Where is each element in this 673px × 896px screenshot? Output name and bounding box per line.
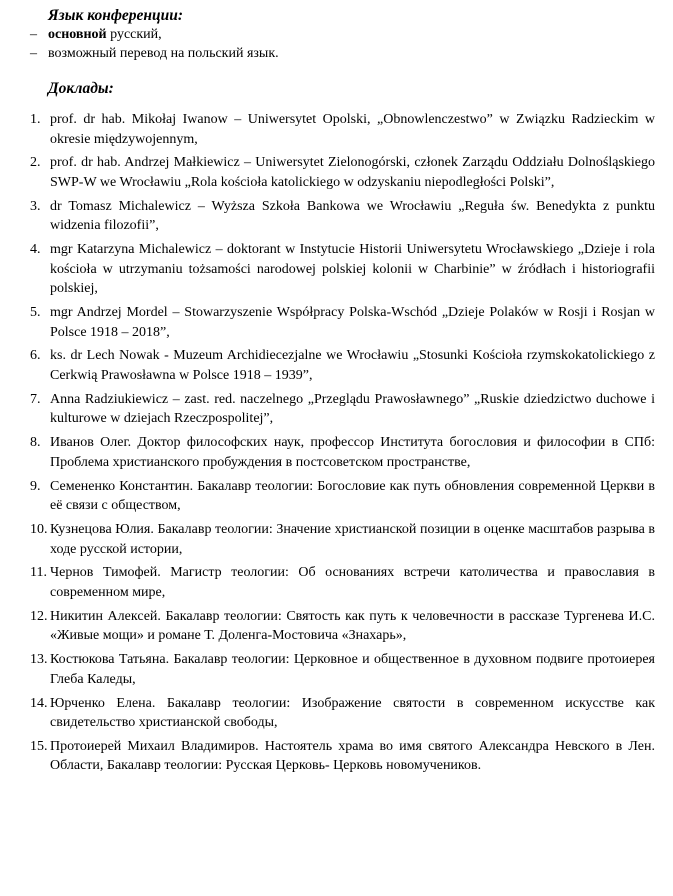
report-text: Юрченко Елена. Бакалавр теологии: Изображение святости в современном искусстве как свидетельство христианской свободы, <box>50 695 655 731</box>
report-item <box>30 303 655 342</box>
report-text: dr Tomasz Michalewicz – Wyższa Szkoła Bankowa we Wrocławiu „Reguła św. Benedykta z punktu widzenia filozofii”, <box>50 198 655 234</box>
report-item <box>30 694 655 733</box>
report-number: 1. <box>30 112 41 127</box>
language-primary-label: основной <box>48 27 107 42</box>
report-text: Иванов Олег. Доктор философских наук, профессор Института богословия и философии в СПб: Проблема христианского пробуждения в постсоветском пространстве, <box>50 435 655 470</box>
report-text: prof. dr hab. Andrzej Małkiewicz – Uniwersytet Zielonogórski, członek Zarządu Oddziału Dolnośląskiego SWP-W we Wrocławiu „Rola kościoła katolickiego w odzyskaniu niepodległości Polski”, <box>50 155 655 190</box>
report-text: Кузнецова Юлия. Бакалавр теологии: Значение христианской позиции в оценке масштабов разрыва в ходе русской истории, <box>50 522 655 557</box>
report-item <box>30 433 655 472</box>
report-item <box>30 110 655 149</box>
report-text: prof. dr hab. Mikołaj Iwanow – Uniwersytet Opolski, „Obnowlenczestwo” w Związku Radzieckim w okresie międzywojennym, <box>50 112 655 147</box>
language-primary-value: русский, <box>106 27 162 42</box>
report-number: 10. <box>30 522 48 538</box>
language-section-title: Язык конференции: <box>48 7 184 24</box>
report-text: Anna Radziukiewicz – zast. red. naczelnego „Przeglądu Prawosławnego” „Ruskie dziedzictwo duchowe i kulturowe w dziejach Rzeczpospolitej”, <box>50 391 655 427</box>
report-number: 4. <box>30 242 41 258</box>
report-item <box>30 390 655 429</box>
report-item <box>30 240 655 299</box>
report-number: 12. <box>30 608 48 624</box>
report-text: Никитин Алексей. Бакалавр теологии: Святость как путь к человечности в рассказе Тургенева И.С. «Живые мощи» и романе Т. Доленга-Мостовича «Знахарь», <box>50 608 655 644</box>
report-item <box>30 197 655 236</box>
report-item <box>30 607 655 646</box>
reports-list <box>30 110 655 776</box>
language-list <box>30 25 655 63</box>
dash-bullet: – <box>30 46 37 61</box>
report-number: 3. <box>30 198 41 214</box>
report-number: 5. <box>30 305 41 321</box>
report-text: Костюкова Татьяна. Бакалавр теологии: Церковное и общественное в духовном подвиге протоиерея Глеба Каледы, <box>50 652 655 687</box>
report-number: 2. <box>30 155 41 171</box>
report-text: mgr Andrzej Mordel – Stowarzyszenie Współpracy Polska-Wschód „Dzieje Polaków w Rosji i Rosjan w Polsce 1918 – 2018”, <box>50 305 655 340</box>
list-item <box>30 44 655 63</box>
report-number: 13. <box>30 652 48 668</box>
report-item <box>30 737 655 776</box>
report-number: 14. <box>30 695 48 711</box>
report-item <box>30 477 655 516</box>
language-secondary-value: возможный перевод на польский язык. <box>48 46 279 61</box>
report-text: mgr Katarzyna Michalewicz – doktorant w Instytucie Historii Uniwersytetu Wrocławskiego „Dzieje i rola kościoła w utrzymaniu tożsamości narodowej polskiej kolonii w Charbinie” w źródłach i historiografii polskiej, <box>50 242 655 297</box>
list-item <box>30 25 655 44</box>
report-item <box>30 563 655 602</box>
reports-section-title: Доклады: <box>48 80 114 97</box>
report-number: 8. <box>30 435 41 451</box>
report-item <box>30 520 655 559</box>
report-number: 7. <box>30 391 41 407</box>
report-number: 11. <box>30 565 47 581</box>
report-item <box>30 346 655 385</box>
report-text: Чернов Тимофей. Магистр теологии: Об основаниях встречи католичества и православия в современном мире, <box>50 565 655 600</box>
report-text: Семененко Константин. Бакалавр теологии: Богословие как путь обновления современной Церкви в её связи с обществом, <box>50 478 655 514</box>
report-number: 15. <box>30 738 48 754</box>
report-item <box>30 650 655 689</box>
report-item <box>30 153 655 192</box>
report-text: ks. dr Lech Nowak - Muzeum Archidiecezjalne we Wrocławiu „Stosunki Kościoła rzymskokatolickiego z Cerkwią Prawosławna w Polsce 1918 – 1939”, <box>50 348 655 383</box>
report-number: 9. <box>30 478 41 494</box>
report-text: Протоиерей Михаил Владимиров. Настоятель храма во имя святого Александра Невского в Лен. Области, Бакалавр теологии: Русская Церковь- Церковь новомучеников. <box>50 738 655 774</box>
dash-bullet: – <box>30 27 37 42</box>
report-number: 6. <box>30 348 41 364</box>
